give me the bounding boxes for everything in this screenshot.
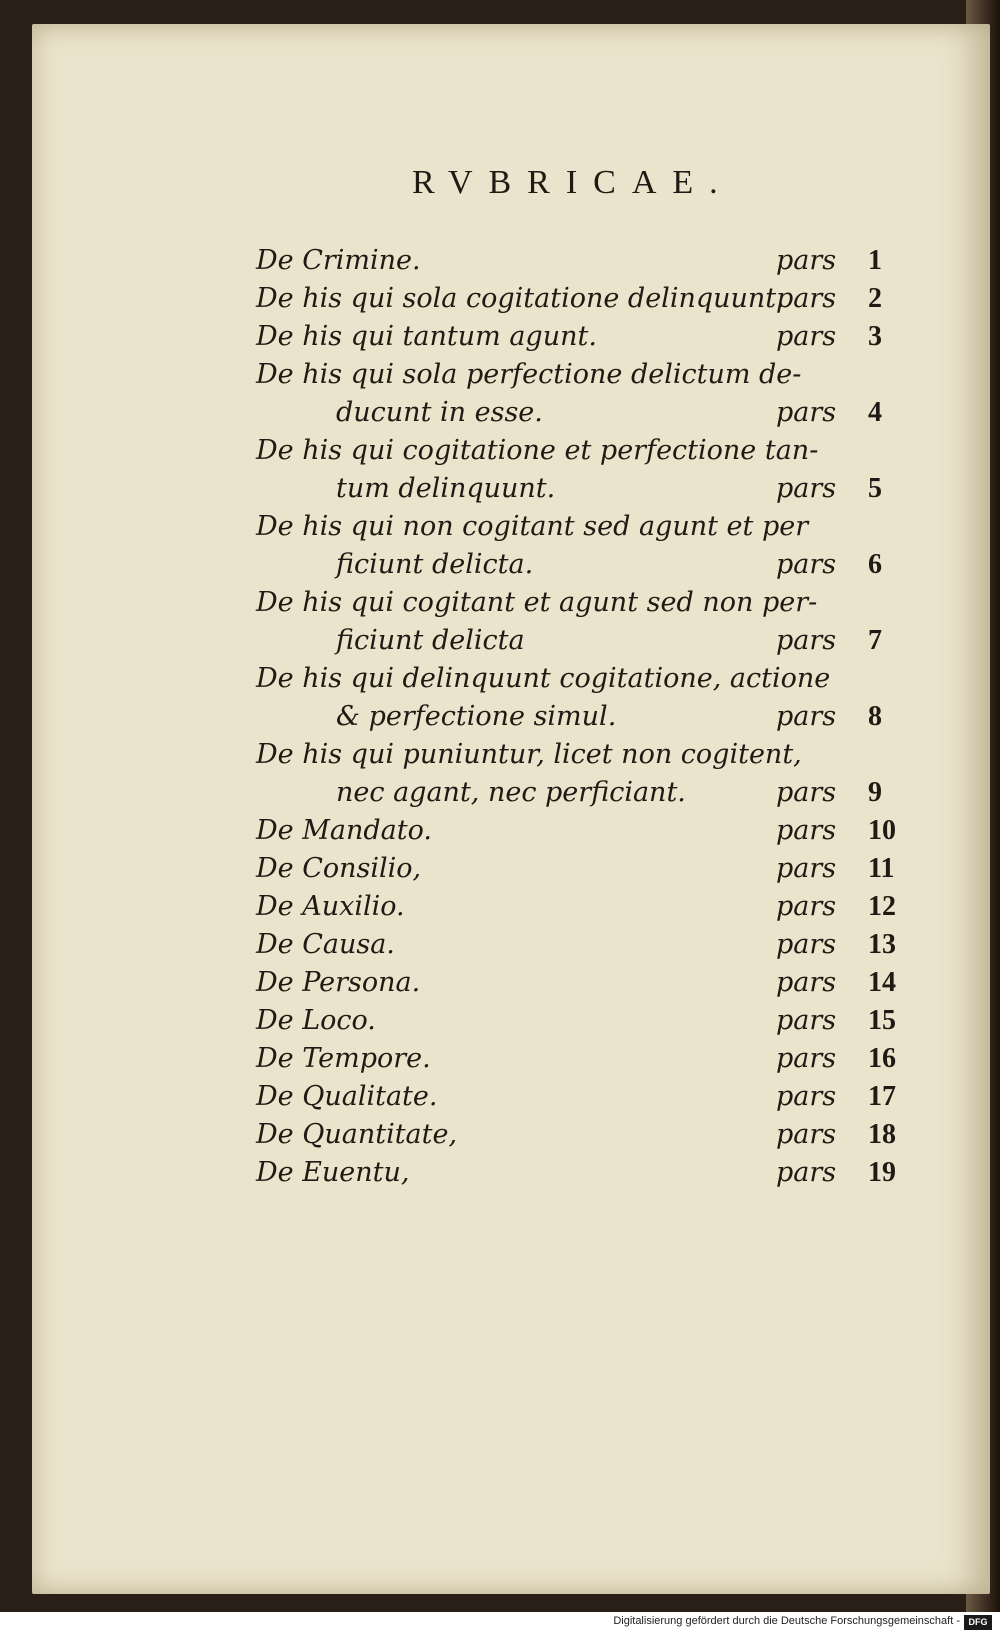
rubric-title: ficiunt delicta. bbox=[336, 549, 534, 580]
rubric-pars-label: pars bbox=[776, 549, 837, 580]
footer-credit: Digitalisierung gefördert durch die Deutsche Forschungsgemeinschaft - bbox=[613, 1615, 960, 1627]
rubric-pars-label: pars bbox=[776, 891, 837, 922]
rubric-entry bbox=[256, 736, 896, 812]
rubric-pars-label: pars bbox=[776, 473, 837, 504]
rubric-part-number: 2 bbox=[868, 283, 882, 314]
rubric-pars-label: pars bbox=[776, 625, 837, 656]
rubric-part-number: 18 bbox=[868, 1119, 896, 1150]
rubric-part-number: 8 bbox=[868, 701, 882, 732]
rubric-title: De Qualitate. bbox=[256, 1081, 438, 1112]
rubric-part-number: 12 bbox=[868, 891, 896, 922]
rubric-title: De Tempore. bbox=[256, 1043, 431, 1074]
rubric-entry-line bbox=[256, 660, 896, 698]
rubric-entry-line bbox=[256, 1078, 896, 1116]
rubric-entry-line bbox=[256, 812, 896, 850]
rubric-entry bbox=[256, 584, 896, 660]
footer-bar bbox=[0, 1612, 1000, 1634]
rubric-title: De his qui sola cogitatione delinquunt. bbox=[256, 283, 785, 314]
rubric-pars-label: pars bbox=[776, 1043, 837, 1074]
rubric-title: De his qui cogitant et agunt sed non per- bbox=[256, 587, 818, 618]
rubric-entry-line bbox=[256, 774, 896, 812]
rubric-title: tum delinquunt. bbox=[336, 473, 556, 504]
rubric-entry bbox=[256, 926, 896, 964]
rubric-part-number: 19 bbox=[868, 1157, 896, 1188]
rubric-part-number: 9 bbox=[868, 777, 882, 808]
rubric-title: De Auxilio. bbox=[256, 891, 405, 922]
rubric-pars-label: pars bbox=[776, 1005, 837, 1036]
rubric-entry-line bbox=[256, 1116, 896, 1154]
rubric-entry bbox=[256, 1002, 896, 1040]
rubric-entry bbox=[256, 508, 896, 584]
rubric-entry-line bbox=[256, 432, 896, 470]
rubric-title: De Consilio, bbox=[256, 853, 422, 884]
rubric-entry-line bbox=[256, 1154, 896, 1192]
rubric-entry-line bbox=[256, 318, 896, 356]
rubric-entry-line bbox=[256, 584, 896, 622]
rubric-entry-line bbox=[256, 964, 896, 1002]
rubric-pars-label: pars bbox=[776, 1157, 837, 1188]
rubric-entry bbox=[256, 1154, 896, 1192]
rubric-pars-label: pars bbox=[776, 701, 837, 732]
rubric-entry bbox=[256, 280, 896, 318]
rubric-entry bbox=[256, 660, 896, 736]
rubric-title: De his qui cogitatione et perfectione tan- bbox=[256, 435, 819, 466]
rubric-entry bbox=[256, 850, 896, 888]
rubric-part-number: 13 bbox=[868, 929, 896, 960]
rubric-entry bbox=[256, 242, 896, 280]
rubric-pars-label: pars bbox=[776, 929, 837, 960]
rubric-pars-label: pars bbox=[776, 1081, 837, 1112]
rubric-entry-line bbox=[256, 622, 896, 660]
rubric-entry-line bbox=[256, 356, 896, 394]
rubric-title: nec agant, nec perficiant. bbox=[336, 777, 686, 808]
dfg-logo: DFG bbox=[964, 1615, 992, 1630]
rubric-title: De his qui sola perfectione delictum de- bbox=[256, 359, 802, 390]
rubric-part-number: 11 bbox=[868, 853, 895, 884]
rubric-title: ducunt in esse. bbox=[336, 397, 543, 428]
rubric-entry bbox=[256, 356, 896, 432]
rubric-pars-label: pars bbox=[776, 245, 837, 276]
rubric-part-number: 14 bbox=[868, 967, 896, 998]
rubric-pars-label: pars bbox=[776, 1119, 837, 1150]
rubric-pars-label: pars bbox=[776, 967, 837, 998]
rubric-entry-line bbox=[256, 1002, 896, 1040]
rubric-title: De his qui tantum agunt. bbox=[256, 321, 597, 352]
rubric-entry-line bbox=[256, 1040, 896, 1078]
rubric-entry-line bbox=[256, 280, 896, 318]
rubric-entry bbox=[256, 1040, 896, 1078]
rubric-title: De Mandato. bbox=[256, 815, 432, 846]
rubric-part-number: 3 bbox=[868, 321, 882, 352]
rubric-title: ficiunt delicta bbox=[336, 625, 525, 656]
rubric-pars-label: pars bbox=[776, 397, 837, 428]
rubric-entry bbox=[256, 1078, 896, 1116]
book-page bbox=[32, 24, 990, 1594]
rubric-part-number: 7 bbox=[868, 625, 882, 656]
rubric-part-number: 10 bbox=[868, 815, 896, 846]
rubric-entry-line bbox=[256, 926, 896, 964]
rubric-entry bbox=[256, 432, 896, 508]
rubric-entry bbox=[256, 888, 896, 926]
rubric-entry-line bbox=[256, 888, 896, 926]
rubric-entry-line bbox=[256, 470, 896, 508]
rubric-title: De Loco. bbox=[256, 1005, 376, 1036]
rubric-part-number: 17 bbox=[868, 1081, 896, 1112]
rubric-entry-line bbox=[256, 394, 896, 432]
rubric-entry bbox=[256, 964, 896, 1002]
rubric-entry bbox=[256, 1116, 896, 1154]
rubric-title: De his qui puniuntur, licet non cogitent, bbox=[256, 739, 802, 770]
rubric-part-number: 5 bbox=[868, 473, 882, 504]
rubric-part-number: 4 bbox=[868, 397, 882, 428]
rubric-entry-line bbox=[256, 736, 896, 774]
rubric-entry bbox=[256, 812, 896, 850]
rubric-title: De Quantitate, bbox=[256, 1119, 458, 1150]
rubric-part-number: 16 bbox=[868, 1043, 896, 1074]
rubric-title: De Euentu, bbox=[256, 1157, 410, 1188]
rubric-part-number: 6 bbox=[868, 549, 882, 580]
rubric-pars-label: pars bbox=[776, 321, 837, 352]
rubric-part-number: 15 bbox=[868, 1005, 896, 1036]
rubric-entry-line bbox=[256, 698, 896, 736]
rubric-pars-label: pars bbox=[776, 815, 837, 846]
rubric-title: & perfectione simul. bbox=[336, 701, 617, 732]
rubric-part-number: 1 bbox=[868, 245, 882, 276]
rubric-pars-label: pars bbox=[776, 777, 837, 808]
rubric-entry-line bbox=[256, 546, 896, 584]
rubric-pars-label: pars bbox=[776, 853, 837, 884]
rubric-entry bbox=[256, 318, 896, 356]
rubric-title: De his qui non cogitant sed agunt et per bbox=[256, 511, 809, 542]
rubric-title: De his qui delinquunt cogitatione, actione bbox=[256, 663, 831, 694]
rubric-entry-line bbox=[256, 242, 896, 280]
rubric-pars-label: pars bbox=[776, 283, 837, 314]
rubric-entry-line bbox=[256, 508, 896, 546]
rubric-title: De Persona. bbox=[256, 967, 421, 998]
rubric-entry-line bbox=[256, 850, 896, 888]
rubric-list bbox=[256, 242, 896, 1192]
rubric-title: De Crimine. bbox=[256, 245, 421, 276]
rubric-title: De Causa. bbox=[256, 929, 395, 960]
page-heading: RVBRICAE. bbox=[412, 164, 734, 201]
